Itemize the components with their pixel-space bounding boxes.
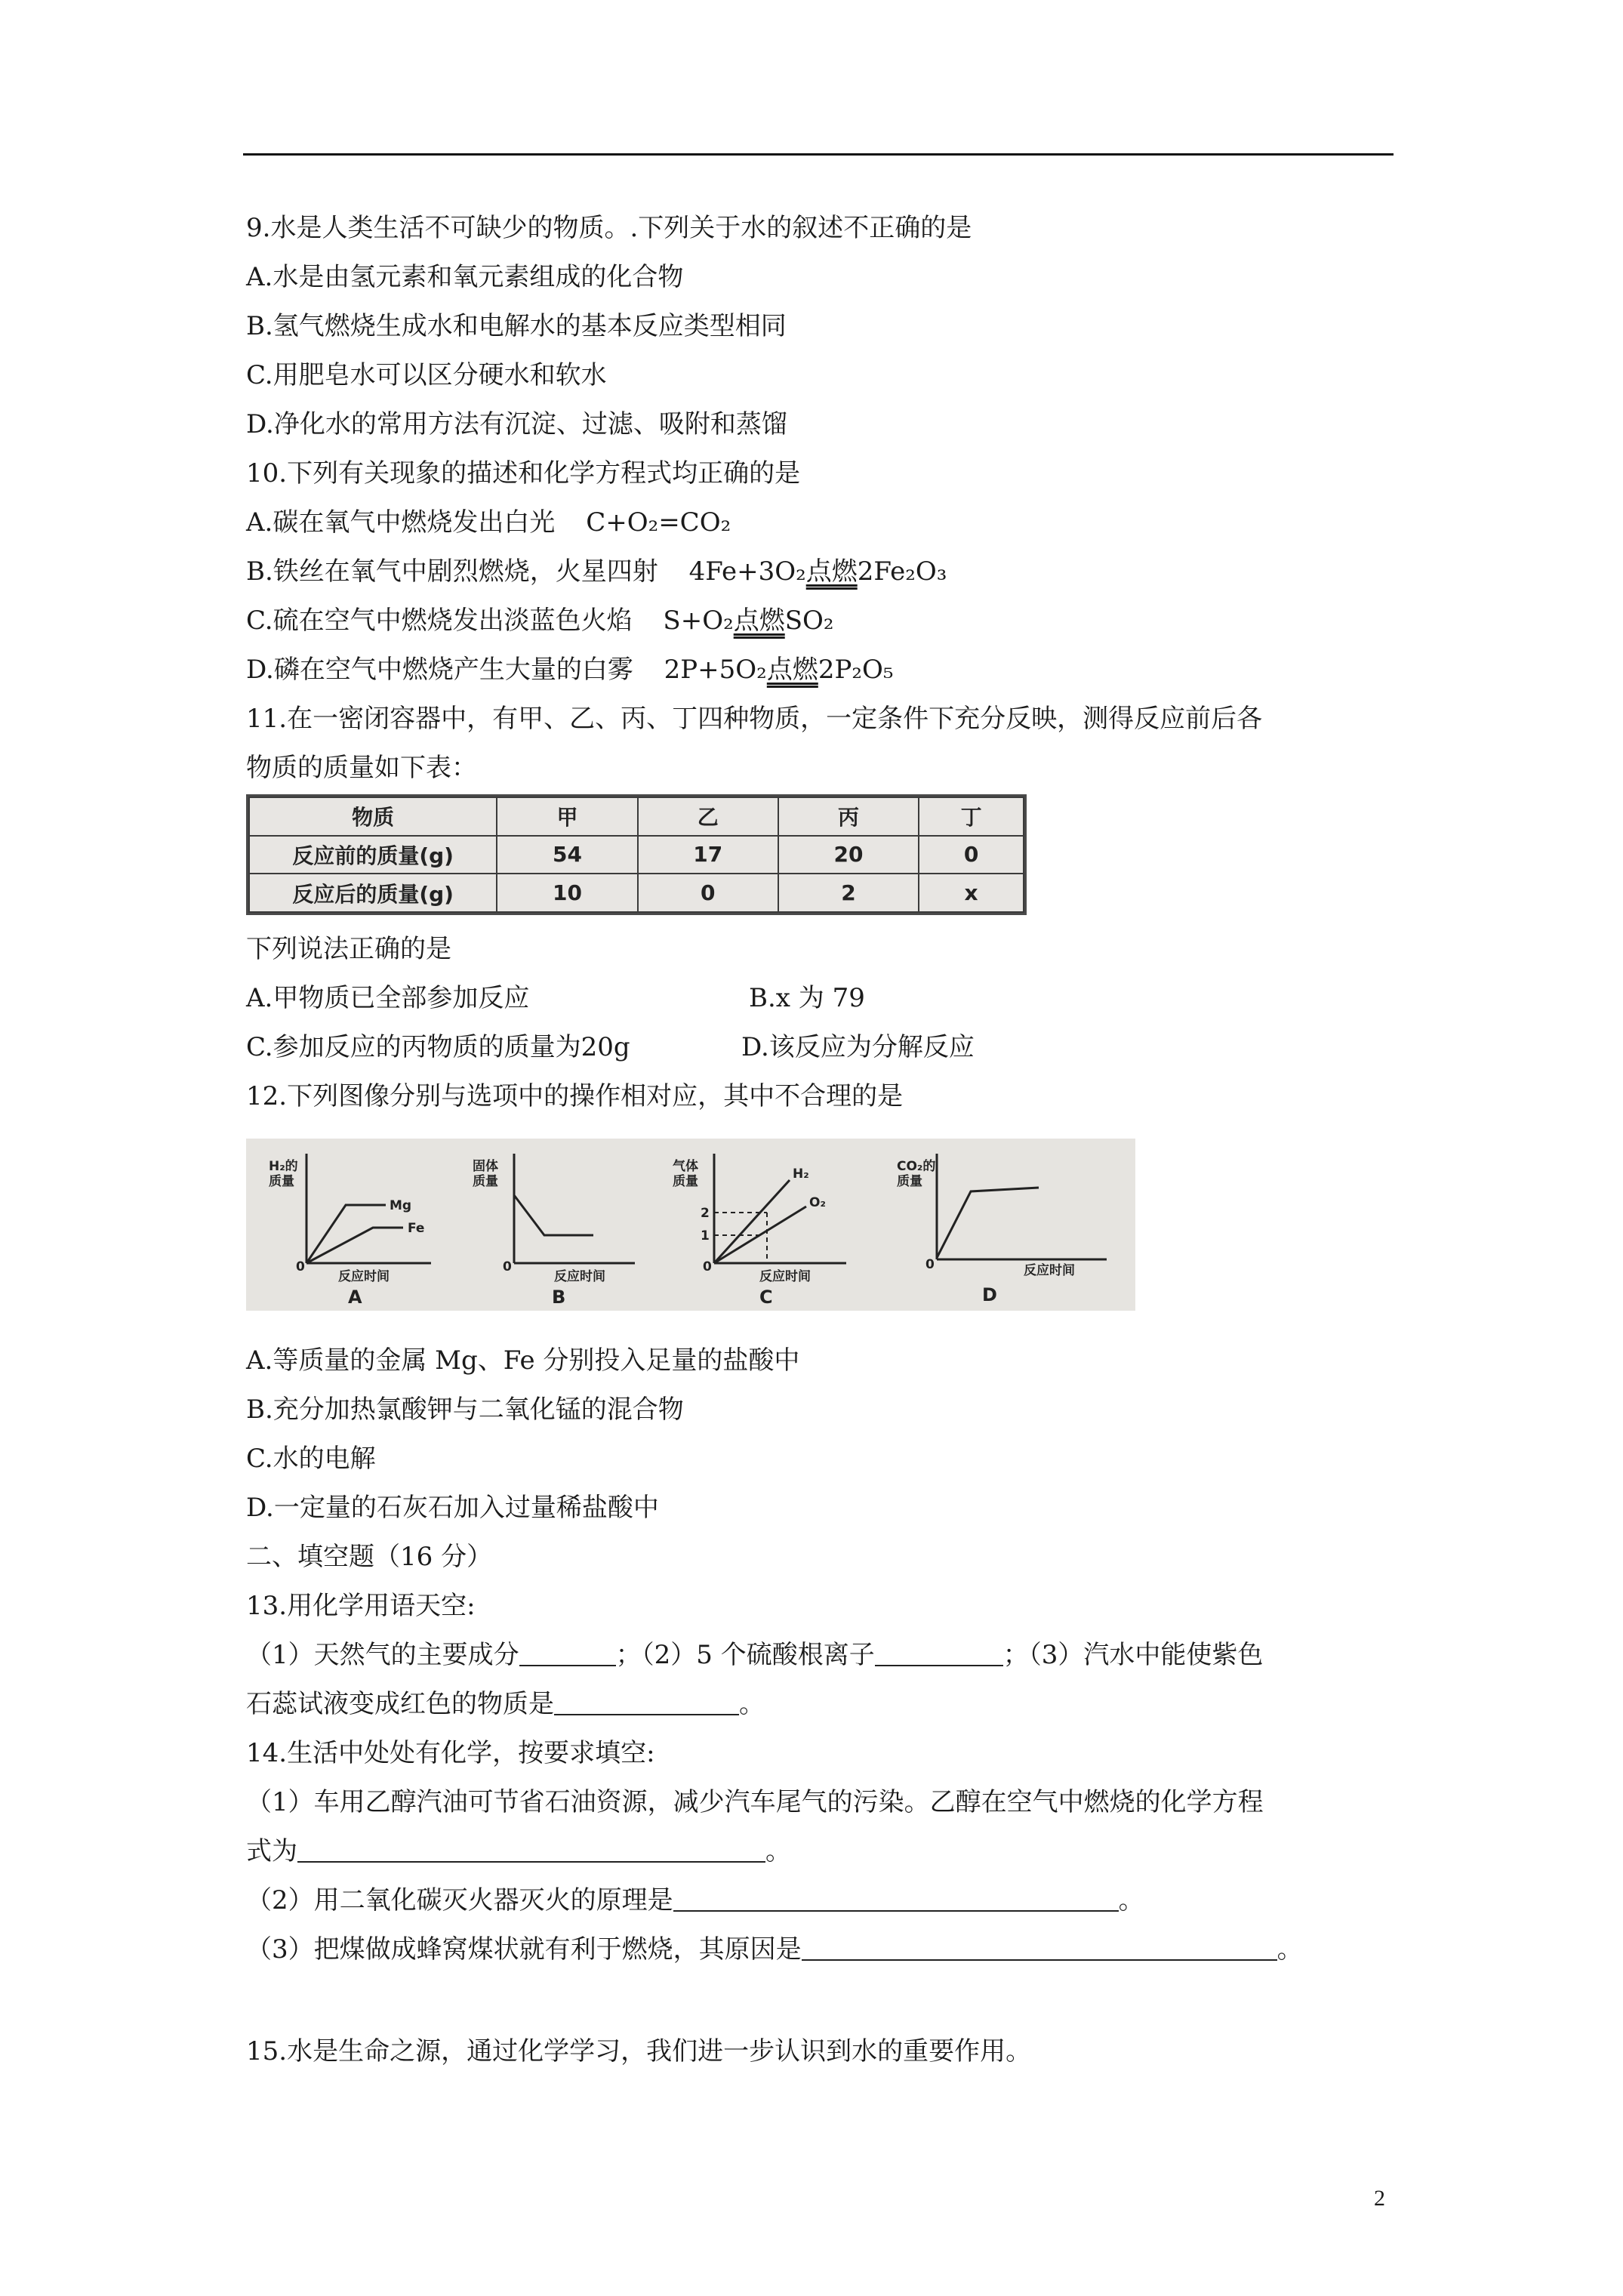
- q13-part1: （1）天然气的主要成分: [246, 1640, 519, 1670]
- q10-d-equation-left: 2P+5O₂: [664, 655, 767, 685]
- q14-blank-2[interactable]: [673, 1885, 1119, 1912]
- table-cell: 20: [778, 836, 919, 874]
- q14-part3: [246, 1933, 1303, 1966]
- table-cell: x: [919, 874, 1024, 912]
- q10-option-d: [246, 653, 893, 686]
- graph-b-xlabel: 反应时间: [554, 1269, 605, 1284]
- table-row: [249, 836, 1024, 874]
- graph-a-ylabel-1: H₂的: [269, 1159, 298, 1174]
- graph-a-origin: 0: [296, 1259, 305, 1274]
- table-header-cell: 甲: [497, 797, 637, 836]
- table-cell: 2: [778, 874, 919, 912]
- graph-a-line-mg: Mg: [390, 1198, 412, 1213]
- table-header-cell: 乙: [638, 797, 778, 836]
- graph-c-origin: 0: [703, 1259, 712, 1274]
- graph-c-line-h2: H₂: [793, 1166, 809, 1182]
- q14-part1-line1: （1）车用乙醇汽油可节省石油资源，减少汽车尾气的污染。乙醇在空气中燃烧的化学方程: [246, 1787, 1264, 1817]
- graph-d-ylabel-1: CO₂的: [897, 1159, 936, 1174]
- q9-option-a: A.水是由氢元素和氧元素组成的化合物: [246, 262, 684, 292]
- q10-c-condition: 点燃: [733, 606, 785, 636]
- q14-part1-line2: [246, 1835, 791, 1868]
- q10-stem: 10.下列有关现象的描述和化学方程式均正确的是: [246, 458, 801, 488]
- graph-a: [269, 1154, 431, 1308]
- q11-option-d: D.该反应为分解反应: [741, 1032, 975, 1062]
- graph-c: [673, 1154, 846, 1308]
- q12-option-c: C.水的电解: [246, 1444, 376, 1474]
- q13-line1: [246, 1638, 1263, 1672]
- q14-part2-text: （2）用二氧化碳灭火器灭火的原理是: [246, 1885, 673, 1915]
- q11-option-b: B.x 为 79: [749, 983, 865, 1013]
- q10-b-condition: 点燃: [805, 556, 858, 587]
- table-cell: 0: [638, 874, 778, 912]
- table-cell: 10: [497, 874, 637, 912]
- graph-b-ylabel-1: 固体: [473, 1159, 498, 1174]
- q10-b-equation-left: 4Fe+3O₂: [688, 556, 806, 587]
- graph-d-origin: 0: [925, 1257, 935, 1272]
- graph-c-tick-1: 1: [701, 1228, 710, 1244]
- q14-end-3: 。: [1277, 1934, 1303, 1965]
- graph-c-letter: C: [759, 1287, 773, 1308]
- table-row: [249, 874, 1024, 912]
- table-cell: 54: [497, 836, 637, 874]
- q12-option-a: A.等质量的金属 Mg、Fe 分别投入足量的盐酸中: [246, 1345, 800, 1376]
- q10-b-text: B.铁丝在氧气中剧烈燃烧，火星四射: [246, 556, 658, 587]
- graph-b-origin: 0: [503, 1259, 512, 1274]
- table-header-cell: 丙: [778, 797, 919, 836]
- q14-blank-1[interactable]: [297, 1835, 765, 1863]
- q13-stem: 13.用化学用语天空:: [246, 1591, 476, 1621]
- q10-option-c: [246, 604, 834, 637]
- table-header-cell: 物质: [249, 797, 497, 836]
- q9-option-c: C.用肥皂水可以区分硬水和软水: [246, 360, 607, 390]
- q13-line2: [246, 1687, 765, 1721]
- graph-d-xlabel: 反应时间: [1024, 1263, 1075, 1278]
- graph-d: [897, 1154, 1107, 1305]
- graph-a-xlabel: 反应时间: [338, 1269, 390, 1284]
- q14-end-2: 。: [1118, 1885, 1144, 1915]
- graph-b: [473, 1154, 635, 1308]
- q13-blank-3[interactable]: [554, 1688, 739, 1715]
- graph-c-tick-2: 2: [701, 1206, 710, 1221]
- q13-part3: ；（3）汽水中能使紫色: [1002, 1640, 1264, 1670]
- q14-stem: 14.生活中处处有化学，按要求填空:: [246, 1738, 655, 1768]
- q11-stem-line1: 11.在一密闭容器中，有甲、乙、丙、丁四种物质，一定条件下充分反映，测得反应前后各: [246, 704, 1263, 734]
- q13-end: 。: [739, 1689, 765, 1719]
- q14-blank-3[interactable]: [802, 1934, 1277, 1961]
- q10-c-equation-left: S+O₂: [663, 606, 734, 636]
- q12-graphs: [246, 1139, 1135, 1311]
- q10-option-b: [246, 555, 947, 588]
- q11-option-a: A.甲物质已全部参加反应: [246, 983, 530, 1013]
- graph-a-letter: A: [348, 1287, 362, 1308]
- graph-c-ylabel-2: 质量: [673, 1174, 698, 1189]
- q11-prompt: 下列说法正确的是: [246, 934, 451, 964]
- q10-option-a: [246, 506, 731, 539]
- q11-stem-line2: 物质的质量如下表：: [246, 753, 477, 783]
- table-header-row: [249, 797, 1024, 836]
- table-cell: 反应前的质量(g): [249, 836, 497, 874]
- q9-option-b: B.氢气燃烧生成水和电解水的基本反应类型相同: [246, 311, 787, 341]
- q13-blank-2[interactable]: [875, 1639, 1003, 1666]
- table-cell: 反应后的质量(g): [249, 874, 497, 912]
- table-header-cell: 丁: [919, 797, 1024, 836]
- graph-c-line-o2: O₂: [809, 1195, 826, 1210]
- q15-stem: 15.水是生命之源，通过化学学习，我们进一步认识到水的重要作用。: [246, 2036, 1032, 2066]
- mass-table: [248, 797, 1024, 913]
- q13-part2: ；（2）5 个硫酸根离子: [615, 1640, 875, 1670]
- graph-c-ylabel-1: 气体: [673, 1159, 698, 1174]
- graph-c-xlabel: 反应时间: [759, 1269, 811, 1284]
- q10-a-equation: C+O₂=CO₂: [586, 507, 731, 538]
- graph-a-line-fe: Fe: [408, 1221, 425, 1236]
- header-rule: [243, 153, 1394, 156]
- q14-part1b: 式为: [246, 1836, 297, 1866]
- q12-graphs-photo: [246, 1139, 1135, 1311]
- q10-d-condition: 点燃: [766, 655, 818, 685]
- q13-part4: 石蕊试液变成红色的物质是: [246, 1689, 554, 1719]
- graph-b-ylabel-2: 质量: [473, 1174, 498, 1189]
- q10-c-text: C.硫在空气中燃烧发出淡蓝色火焰: [246, 606, 633, 636]
- q14-end-1: 。: [765, 1836, 791, 1866]
- q11-option-c: C.参加反应的丙物质的质量为20g: [246, 1032, 630, 1062]
- q14-part3-text: （3）把煤做成蜂窝煤状就有利于燃烧，其原因是: [246, 1934, 802, 1965]
- table-cell: 17: [638, 836, 778, 874]
- q13-blank-1[interactable]: [519, 1639, 616, 1666]
- graph-d-letter: D: [982, 1284, 997, 1305]
- graph-b-letter: B: [552, 1287, 566, 1308]
- section-heading: 二、填空题（16 分）: [246, 1542, 493, 1572]
- q12-option-b: B.充分加热氯酸钾与二氧化锰的混合物: [246, 1395, 684, 1425]
- graph-a-ylabel-2: 质量: [269, 1174, 294, 1189]
- q12-option-d: D.一定量的石灰石加入过量稀盐酸中: [246, 1493, 659, 1523]
- q9-option-d: D.净化水的常用方法有沉淀、过滤、吸附和蒸馏: [246, 409, 787, 439]
- q12-stem: 12.下列图像分别与选项中的操作相对应，其中不合理的是: [246, 1081, 904, 1111]
- q9-stem: 9.水是人类生活不可缺少的物质。.下列关于水的叙述不正确的是: [246, 213, 972, 243]
- graph-d-ylabel-2: 质量: [897, 1174, 922, 1189]
- mass-table-photo: [246, 794, 1027, 915]
- q10-a-text: A.碳在氧气中燃烧发出白光: [246, 507, 556, 538]
- q10-d-text: D.磷在空气中燃烧产生大量的白雾: [246, 655, 633, 685]
- q10-b-equation-right: 2Fe₂O₃: [857, 556, 947, 587]
- q10-c-equation-right: SO₂: [784, 606, 834, 636]
- q14-part2: [246, 1884, 1144, 1917]
- table-cell: 0: [919, 836, 1024, 874]
- page-number: 2: [1374, 2186, 1385, 2211]
- q10-d-equation-right: 2P₂O₅: [818, 655, 894, 685]
